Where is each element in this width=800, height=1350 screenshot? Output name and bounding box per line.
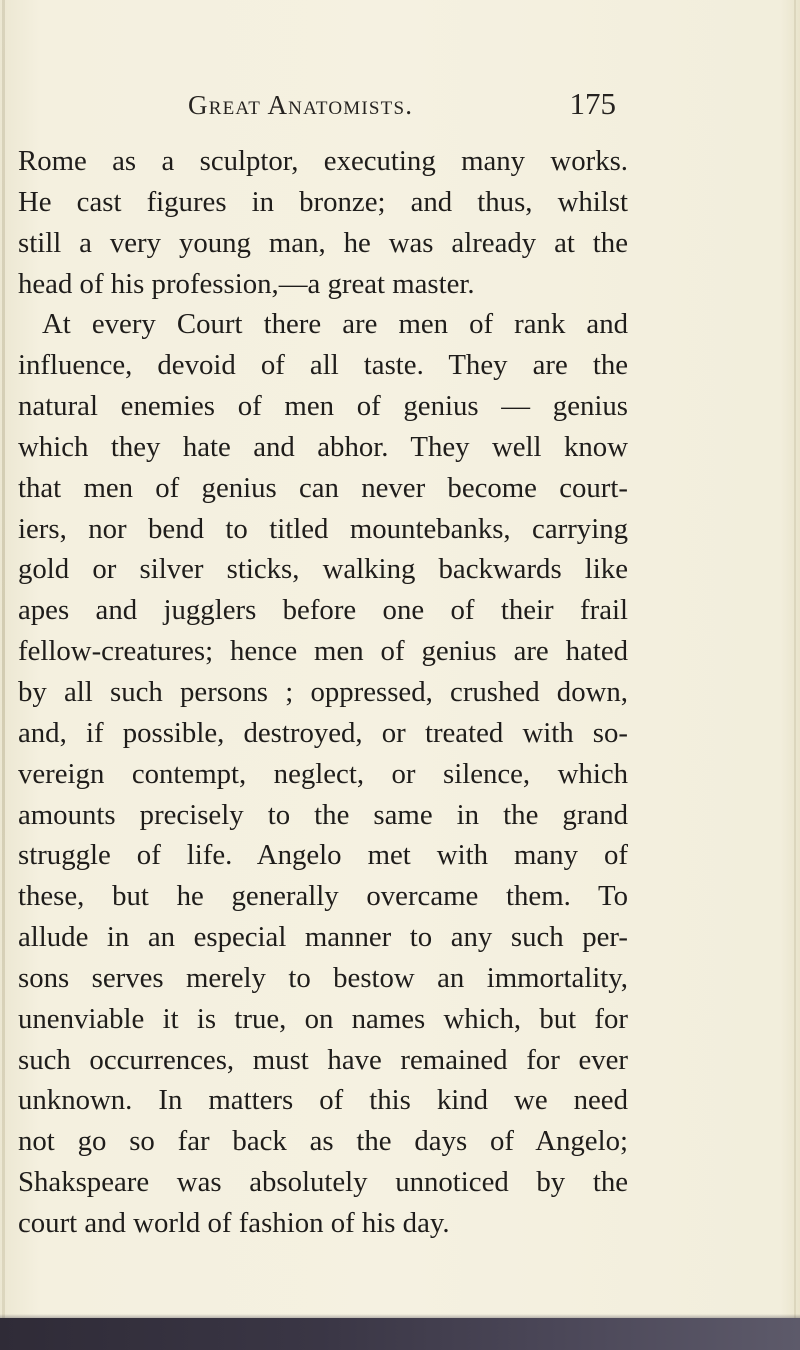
text-line: Shakspeare was absolutely unnoticed by the xyxy=(18,1166,628,1199)
text-line: amounts precisely to the same in the grand xyxy=(18,798,628,831)
text-line: unknown. In matters of this kind we need xyxy=(18,1084,628,1117)
text-line: these, but he generally overcame them. To xyxy=(18,880,628,913)
text-line: apes and jugglers before one of their frail xyxy=(18,594,628,627)
text-line: unenviable it is true, on names which, but for xyxy=(18,1002,628,1035)
text-line: sons serves merely to bestow an immortality, xyxy=(18,961,628,994)
text-line: allude in an especial manner to any such per- xyxy=(18,921,628,954)
body-text xyxy=(18,141,628,1244)
text-line: natural enemies of men of genius — genius xyxy=(18,390,628,423)
text-line: influence, devoid of all taste. They are the xyxy=(18,349,628,382)
scan-bottom-edge xyxy=(0,1318,800,1350)
text-line: He cast figures in bronze; and thus, whilst xyxy=(18,185,628,218)
text-line: At every Court there are men of rank and xyxy=(42,308,628,341)
text-line: vereign contempt, neglect, or silence, which xyxy=(18,757,628,790)
running-head: Great Anatomists. xyxy=(188,90,414,120)
page-edge xyxy=(794,0,796,1320)
text-line: fellow-creatures; hence men of genius are hated xyxy=(18,635,628,668)
text-line: such occurrences, must have remained for ever xyxy=(18,1043,628,1076)
text-line: by all such persons ; oppressed, crushed down, xyxy=(18,675,628,708)
text-line: iers, nor bend to titled mountebanks, carrying xyxy=(18,512,628,545)
text-line: still a very young man, he was already at the xyxy=(18,226,628,259)
text-line: struggle of life. Angelo met with many of xyxy=(18,839,628,872)
page-header xyxy=(188,86,628,126)
text-line: Rome as a sculptor, executing many works. xyxy=(18,145,628,177)
text-line: gold or silver sticks, walking backwards like xyxy=(18,553,628,586)
text-line: and, if possible, destroyed, or treated with so- xyxy=(18,716,628,749)
page-number: 175 xyxy=(569,86,616,121)
text-line: which they hate and abhor. They well know xyxy=(18,430,628,463)
page-gutter-shadow xyxy=(2,0,5,1330)
text-line: that men of genius can never become court- xyxy=(18,471,628,504)
text-line: not go so far back as the days of Angelo; xyxy=(18,1125,628,1158)
text-line: head of his profession,—a great master. xyxy=(18,267,475,300)
text-line: court and world of fashion of his day. xyxy=(18,1206,450,1239)
